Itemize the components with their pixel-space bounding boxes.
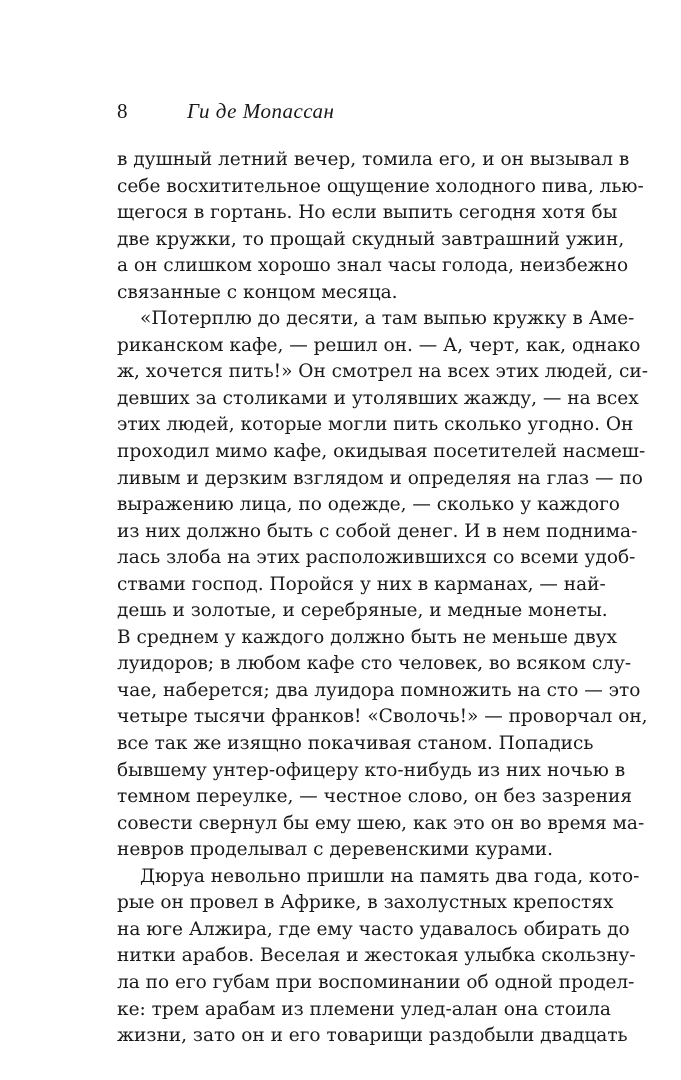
text-line: темном переулке, — честное слово, он без зазрения <box>117 786 633 808</box>
text-line: из них должно быть с собой денег. И в нем поднима- <box>117 520 638 542</box>
text-line: ла по его губам при воспоминании об одной продел- <box>117 971 635 993</box>
text-line: луидоров; в любом кафе сто человек, во всяком слу- <box>117 653 632 675</box>
text-line: чае, наберется; два луидора помножить на сто — это <box>117 679 641 701</box>
text-line: дешь и золотые, и серебряные, и медные монеты. <box>117 600 608 622</box>
text-line: нитки арабов. Веселая и жестокая улыбка скользну- <box>117 945 636 967</box>
text-line: риканском кафе, — решил он. — А, черт, как, однако <box>117 334 641 356</box>
text-line: рые он провел в Африке, в захолустных крепостях <box>117 892 614 914</box>
text-line: ж, хочется пить!» Он смотрел на всех этих людей, си- <box>117 361 648 383</box>
text-line: а он слишком хорошо знал часы голода, неизбежно <box>117 255 629 277</box>
text-line: связанные с концом месяца. <box>117 281 398 303</box>
text-line: лась злоба на этих расположившихся со всеми удоб- <box>117 547 636 569</box>
text-line: «Потерплю до десяти, а там выпью кружку в Аме- <box>140 308 635 330</box>
text-line: проходил мимо кафе, окидывая посетителей насмеш- <box>117 441 646 463</box>
text-line: выражению лица, по одежде, — сколько у каждого <box>117 494 620 516</box>
page-number: 8 <box>117 99 128 123</box>
text-line: В среднем у каждого должно быть не меньше двух <box>117 626 617 648</box>
text-line: четыре тысячи франков! «Сволочь!» — проворчал он, <box>117 706 648 728</box>
text-line: ствами господ. Поройся у них в карманах, — най- <box>117 573 606 595</box>
text-line: этих людей, которые могли пить сколько угодно. Он <box>117 414 634 436</box>
text-line: ке: трем арабам из племени улед-алан она стоила <box>117 998 611 1020</box>
text-line: все так же изящно покачивая станом. Попадись <box>117 733 594 755</box>
text-line: на юге Алжира, где ему часто удавалось обирать до <box>117 918 630 940</box>
text-line: бывшему унтер-офицеру кто-нибудь из них ночью в <box>117 759 626 781</box>
paragraph <box>117 306 648 863</box>
text-line: Дюруа невольно пришли на память два года, кото- <box>140 865 640 887</box>
text-line: себе восхитительное ощущение холодного пива, лью- <box>117 175 644 197</box>
text-line: невров проделывал с деревенскими курами. <box>117 839 554 861</box>
text-line: совести свернул бы ему шею, как это он во время ма- <box>117 812 645 834</box>
paragraph <box>117 147 644 306</box>
text-line: щегося в гортань. Но если выпить сегодня хотя бы <box>117 202 618 224</box>
text-line: ливым и дерзким взглядом и определяя на глаз — по <box>117 467 643 489</box>
page-header <box>117 98 597 124</box>
text-line: девших за столиками и утолявших жажду, — на всех <box>117 387 639 409</box>
text-line: две кружки, то прощай скудный завтрашний ужин, <box>117 228 625 250</box>
body-text <box>117 147 648 1050</box>
paragraph <box>117 864 640 1050</box>
text-line: в душный летний вечер, томила его, и он вызывал в <box>117 149 630 170</box>
running-title: Ги де Мопассан <box>187 99 335 123</box>
text-line: жизни, зато он и его товарищи раздобыли двадцать <box>117 1025 628 1047</box>
